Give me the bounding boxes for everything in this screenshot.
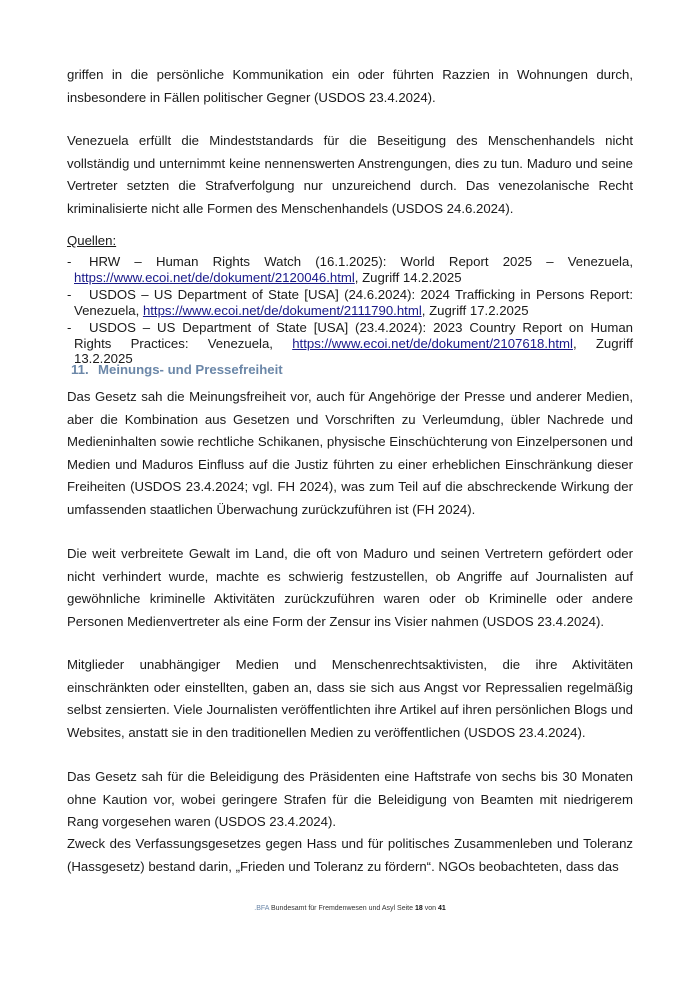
- source-text: USDOS – US Department of State [USA] (24.6.2024): 2024 Trafficking in Persons Report: Venezuela,: [74, 287, 633, 318]
- list-dash: -: [67, 320, 72, 335]
- sources-list: [67, 254, 633, 369]
- footer-org: Bundesamt für Fremdenwesen und Asyl Seite: [269, 905, 415, 912]
- section-number: 11.: [71, 362, 89, 377]
- source-access: , Zugriff 13.2.2025: [74, 335, 634, 366]
- source-item: [67, 254, 633, 285]
- page-footer: [0, 905, 700, 912]
- paragraph-violence: Die weit verbreitete Gewalt im Land, die oft von Maduro und seinen Vertretern gefördert oder nicht verhindert wurde, machte es schwierig festzustellen, ob Angriffe auf Journalisten auf gewöhnliche kriminelle Aktivitäten zurückzuführen waren oder ob Kriminelle oder andere Personen Medienvertreter als eine Form der Zensur ins Visier nahmen (USDOS 23.4.2024).: [67, 546, 633, 629]
- paragraph-hate-law: Zweck des Verfassungsgesetzes gegen Hass und für politisches Zusammenleben und Toleranz (Hassgesetz) bestand darin, „Frieden und Toleranz zu fördern“. NGOs beobachteten, dass das: [67, 836, 633, 874]
- bfa-logo: .BFA: [254, 905, 270, 912]
- source-item: [67, 320, 633, 367]
- source-link[interactable]: https://www.ecoi.net/de/dokument/2107618.html: [292, 335, 573, 351]
- paragraph-surveillance: griffen in die persönliche Kommunikation ein oder führten Razzien in Wohnungen durch, insbesondere in Fällen politischer Gegner (USDOS 23.4.2024).: [67, 67, 633, 105]
- footer-of: von: [422, 905, 438, 912]
- source-link[interactable]: https://www.ecoi.net/de/dokument/2111790.html: [142, 302, 422, 318]
- source-text: USDOS – US Department of State [USA] (23.4.2024): 2023 Country Report on Human Rights Practices: Venezuela,: [74, 320, 633, 351]
- source-text: HRW – Human Rights Watch (16.1.2025): World Report 2025 – Venezuela,: [89, 254, 633, 269]
- source-item: [67, 287, 633, 318]
- source-access: , Zugriff 14.2.2025: [354, 269, 462, 285]
- paragraph-insult-law: Das Gesetz sah für die Beleidigung des Präsidenten eine Haftstrafe von sechs bis 30 Monaten ohne Kaution vor, wobei geringere Strafen für die Beleidigung von Beamten mit niedrigerem Rang vorgesehen waren (USDOS 23.4.2024).: [67, 769, 633, 829]
- section-title: Meinungs- und Pressefreiheit: [98, 362, 283, 377]
- source-link[interactable]: https://www.ecoi.net/de/dokument/2120046.html: [74, 269, 355, 285]
- sources-label: Quellen:: [67, 233, 117, 248]
- paragraph-trafficking: Venezuela erfüllt die Mindeststandards für die Beseitigung des Menschenhandels nicht vollständig und unternimmt keine nennenswerten Anstrengungen, dies zu tun. Maduro und seine Vertreter setzten die Strafverfolgung nur unzureichend durch. Das venezolanische Recht kriminalisierte nicht alle Formen des Menschenhandels (USDOS 24.6.2024).: [67, 133, 633, 216]
- list-dash: -: [67, 287, 72, 302]
- section-heading: [71, 362, 283, 377]
- list-dash: -: [67, 254, 72, 269]
- paragraph-self-censorship: Mitglieder unabhängiger Medien und Menschenrechtsaktivisten, die ihre Aktivitäten einschränkten oder einstellten, gaben an, dass sie sich aus Angst vor Repressalien regelmäßig selbst zensierten. Viele Journalisten veröffentlichten ihre Artikel auf ihren persönlichen Blogs und Websites, anstatt sie in den traditionellen Medien zu veröffentlichen (USDOS 23.4.2024).: [67, 657, 633, 740]
- page-number: 18: [414, 905, 423, 912]
- page-total: 41: [437, 905, 446, 912]
- source-access: , Zugriff 17.2.2025: [421, 302, 529, 318]
- paragraph-press-freedom: Das Gesetz sah die Meinungsfreiheit vor, auch für Angehörige der Presse und anderer Medien, aber die Kombination aus Gesetzen und Vorschriften zu Verleumdung, übler Nachrede und Medieninhalten sowie rechtliche Schikanen, physische Einschüchterung von Einzelpersonen und Medien und Maduros Einfluss auf die Justiz führten zu einer erheblichen Einschränkung dieser Freiheiten (USDOS 23.4.2024; vgl. FH 2024), was zum Teil auf die abschreckende Wirkung der umfassenden staatlichen Überwachung zurückzuführen ist (FH 2024).: [67, 389, 633, 517]
